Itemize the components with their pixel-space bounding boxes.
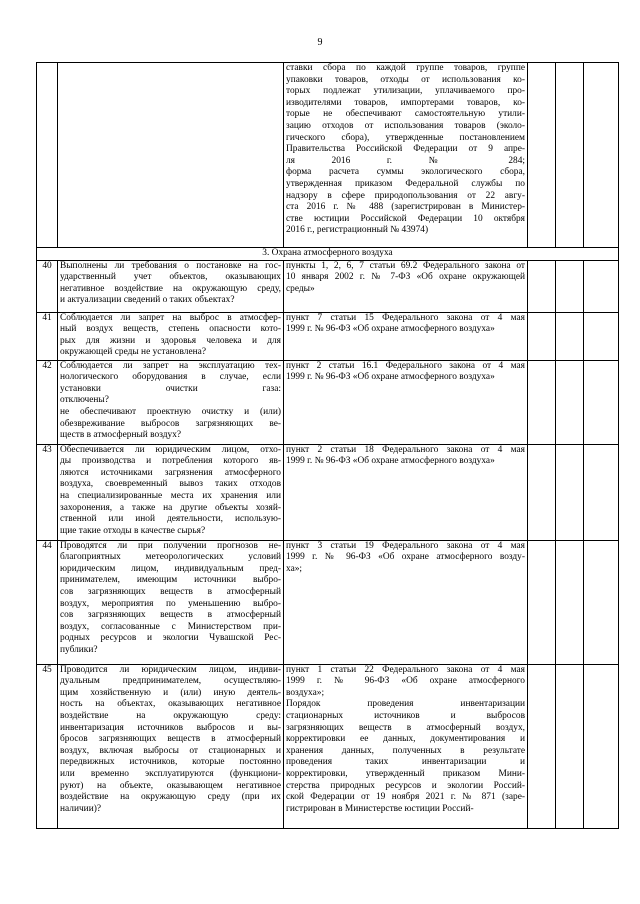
note-cell xyxy=(584,444,619,540)
text-line: Проводятся ли при получении прогнозов не- xyxy=(60,540,281,551)
text-line: утвержденная приказом Федеральной службы по xyxy=(286,178,525,189)
text-line: упаковки товаров, отходы от использования ко- xyxy=(286,74,525,85)
text-line: или временно эксплуатируются (функциони- xyxy=(60,768,281,779)
text-line: воздух, включая выбросы от стационарных и xyxy=(60,745,281,756)
text-line: инвентаризация источников выбросов и вы- xyxy=(60,722,281,733)
section-row xyxy=(37,248,619,261)
text-line: стерства природных ресурсов и экологии Россий- xyxy=(286,780,525,791)
text-line: принимателем, имеющим источники выбро- xyxy=(60,575,281,586)
question-cell xyxy=(58,664,284,828)
text-line: воздуха, своевременный вывоз таких отходов xyxy=(60,479,281,490)
text-line: пункт 3 статьи 19 Федерального закона от 4 мая xyxy=(286,540,525,551)
text-line: руют) на объекте, оказывающем негативное xyxy=(60,780,281,791)
text-line: захоронения, а также на другие объекты хозяй- xyxy=(60,502,281,513)
question-cell xyxy=(58,63,284,248)
text-line: ществ в атмосферный воздух? xyxy=(60,430,182,441)
text-line: гического сбора), утвержденные постановлением xyxy=(286,132,525,143)
table-row xyxy=(37,444,619,540)
text-line: ской Федерации от 19 ноября 2021 г. № 871 (заре- xyxy=(286,792,525,803)
text-line: установки очистки газа: xyxy=(60,383,281,394)
answer-no-cell xyxy=(556,360,584,444)
text-line: воздействие на окружающую среду: xyxy=(60,710,281,721)
text-line: 1999 г. № 96-ФЗ «Об охране атмосферного возду- xyxy=(286,552,525,563)
table-row xyxy=(37,260,619,312)
text-line: Правительства Российской Федерации от 9 апре- xyxy=(286,144,525,155)
text-line: щим хозяйственную и (или) иную деятель- xyxy=(60,687,281,698)
text-line: сов загрязняющих веществ в атмосферный xyxy=(60,586,281,597)
text-line: воздуха»; xyxy=(286,687,325,698)
text-line: форма расчета суммы экологического сбора, xyxy=(286,167,525,178)
text-line: ственной или иной деятельности, использую- xyxy=(60,514,281,525)
text-line: публики? xyxy=(60,644,98,655)
answer-no-cell xyxy=(556,260,584,312)
text-line: пункт 7 статьи 15 Федерального закона от 4 мая xyxy=(286,312,525,323)
text-line: воздух, мероприятия по уменьшению выбро- xyxy=(60,598,281,609)
text-line: и актуализации сведений о таких объектах? xyxy=(60,295,235,306)
text-line: Обеспечивается ли юридическим лицом, отхо- xyxy=(60,444,281,455)
text-line: 1999 г. № 96-ФЗ «Об охране атмосферного воздуха» xyxy=(286,456,495,467)
text-line: Соблюдается ли запрет на эксплуатацию тех- xyxy=(60,360,281,371)
text-line: стве юстиции Российской Федерации 10 октября xyxy=(286,213,525,224)
answer-no-cell xyxy=(556,664,584,828)
table-row xyxy=(37,360,619,444)
text-line: 1999 г. № 96-ФЗ «Об охране атмосферного xyxy=(286,676,525,687)
text-line: надзору в сфере природопользования от 22 авгу- xyxy=(286,190,525,201)
text-line: корректировки, утвержденный приказом Мини- xyxy=(286,768,525,779)
text-line: бросов загрязняющих веществ в атмосферный xyxy=(60,734,281,745)
text-line: ставки сбора по каждой группе товаров, группе xyxy=(286,63,525,73)
text-line: Проводится ли юридическим лицом, индиви- xyxy=(60,664,281,675)
text-line: изводителями товаров, импортерами товаров, ко- xyxy=(286,97,525,108)
answer-yes-cell xyxy=(528,312,556,360)
text-line: передвижных источников, которые постоянно xyxy=(60,757,281,768)
answer-no-cell xyxy=(556,444,584,540)
answer-yes-cell xyxy=(528,444,556,540)
text-line: наличии)? xyxy=(60,803,101,814)
text-line: воздействие на окружающую среду (при их xyxy=(60,792,281,803)
text-line: торые не обеспечивают самостоятельную утили- xyxy=(286,109,525,120)
table-row xyxy=(37,664,619,828)
requirements-cell xyxy=(284,312,528,360)
note-cell xyxy=(584,260,619,312)
requirements-cell xyxy=(284,360,528,444)
row-number: 41 xyxy=(37,312,58,360)
text-line: загрязняющих веществ в атмосферный воздух, xyxy=(286,722,525,733)
text-line: Порядок проведения инвентаризации xyxy=(286,699,525,710)
section-title: 3. Охрана атмосферного воздуха xyxy=(37,248,619,261)
text-line: 1999 г. № 96-ФЗ «Об охране атмосферного воздуха» xyxy=(286,324,495,335)
text-line: ды производства и потребления которого яв- xyxy=(60,456,281,467)
text-line: нологического оборудования в случае, если xyxy=(60,372,281,383)
text-line: корректировки ее данных, документирования и xyxy=(286,734,525,745)
text-line: Соблюдается ли запрет на выброс в атмосфер- xyxy=(60,312,281,323)
text-line: ля 2016 г. № 284; xyxy=(286,155,525,166)
row-number: 45 xyxy=(37,664,58,828)
text-line: торых подлежат утилизации, уплачиваемого про- xyxy=(286,86,525,97)
text-line: ста 2016 г. № 488 (зарегистрирован в Министер- xyxy=(286,202,525,213)
num-cell xyxy=(37,63,58,248)
text-line: окружающей среды не установлена? xyxy=(60,347,206,358)
row-number: 40 xyxy=(37,260,58,312)
requirements-cell xyxy=(284,540,528,664)
text-line: ляются источниками загрязнения атмосферного xyxy=(60,467,281,478)
text-line: благоприятных метеорологических условий xyxy=(60,552,281,563)
text-line: пункт 2 статьи 16.1 Федерального закона от 4 мая xyxy=(286,360,525,371)
text-line: щие такие отходы в качестве сырья? xyxy=(60,525,206,536)
text-line: ный воздух веществ, степень опасности кото- xyxy=(60,324,281,335)
table-row xyxy=(37,312,619,360)
text-line: среды» xyxy=(286,283,315,294)
text-line: ность на объектах, оказывающих негативное xyxy=(60,699,281,710)
requirements-cell xyxy=(284,664,528,828)
note-cell xyxy=(584,540,619,664)
text-line: 1999 г. № 96-ФЗ «Об охране атмосферного воздуха» xyxy=(286,372,495,383)
row-number: 43 xyxy=(37,444,58,540)
text-line: хранения данных, полученных в результате xyxy=(286,745,525,756)
answer-yes-cell xyxy=(528,360,556,444)
answer-yes-cell xyxy=(528,664,556,828)
answer-yes-cell xyxy=(528,540,556,664)
question-cell xyxy=(58,260,284,312)
answer-no-cell xyxy=(556,312,584,360)
answer-yes-cell xyxy=(528,260,556,312)
text-line: ха»; xyxy=(286,563,303,574)
page-number: 9 xyxy=(317,37,323,48)
text-line: Выполнены ли требования о постановке на гос- xyxy=(60,260,281,271)
text-line: сов загрязняющих веществ в атмосферный xyxy=(60,610,281,621)
requirements-cell xyxy=(284,63,528,248)
table-row-continuation xyxy=(37,63,619,248)
answer-no-cell xyxy=(556,63,584,248)
row-number: 42 xyxy=(37,360,58,444)
note-cell xyxy=(584,63,619,248)
answer-no-cell xyxy=(556,540,584,664)
text-line: 10 января 2002 г. № 7-ФЗ «Об охране окружающей xyxy=(286,272,525,283)
question-cell xyxy=(58,312,284,360)
note-cell xyxy=(584,312,619,360)
text-line: на специализированные места их хранения или xyxy=(60,490,281,501)
question-cell xyxy=(58,360,284,444)
requirements-cell xyxy=(284,260,528,312)
text-line: рых для жизни и здоровья человека и для xyxy=(60,335,281,346)
question-cell xyxy=(58,444,284,540)
text-line: обезвреживание выбросов загрязняющих ве- xyxy=(60,418,281,429)
question-cell xyxy=(58,540,284,664)
text-line: пункты 1, 2, 6, 7 статьи 69.2 Федерального закона от xyxy=(286,260,525,271)
table-row xyxy=(37,540,619,664)
answer-yes-cell xyxy=(528,63,556,248)
note-cell xyxy=(584,664,619,828)
row-number: 44 xyxy=(37,540,58,664)
text-line: 2016 г., регистрационный № 43974) xyxy=(286,225,429,236)
text-line: стационарных источников и выбросов xyxy=(286,710,525,721)
text-line: юридическим лицом, индивидуальным пред- xyxy=(60,563,281,574)
text-line: гистрирован в Министерстве юстиции Россий- xyxy=(286,803,474,814)
requirements-cell xyxy=(284,444,528,540)
text-line: отключены? xyxy=(60,395,109,406)
text-line: негативное воздействие на окружающую среду, xyxy=(60,283,281,294)
checklist-table xyxy=(36,62,619,829)
note-cell xyxy=(584,360,619,444)
text-line: пункт 1 статьи 22 Федерального закона от 4 мая xyxy=(286,664,525,675)
text-line: родных ресурсов и экологии Чувашской Рес- xyxy=(60,633,281,644)
text-line: не обеспечивают проектную очистку и (или) xyxy=(60,406,281,417)
text-line: воздух, согласованные с Министерством при- xyxy=(60,621,281,632)
text-line: дуальным предпринимателем, осуществляю- xyxy=(60,676,281,687)
text-line: пункт 2 статьи 18 Федерального закона от 4 мая xyxy=(286,444,525,455)
text-line: ударственный учет объектов, оказывающих xyxy=(60,272,281,283)
text-line: зацию отходов от использования товаров (эколо- xyxy=(286,120,525,131)
text-line: проведения таких инвентаризации и xyxy=(286,757,525,768)
